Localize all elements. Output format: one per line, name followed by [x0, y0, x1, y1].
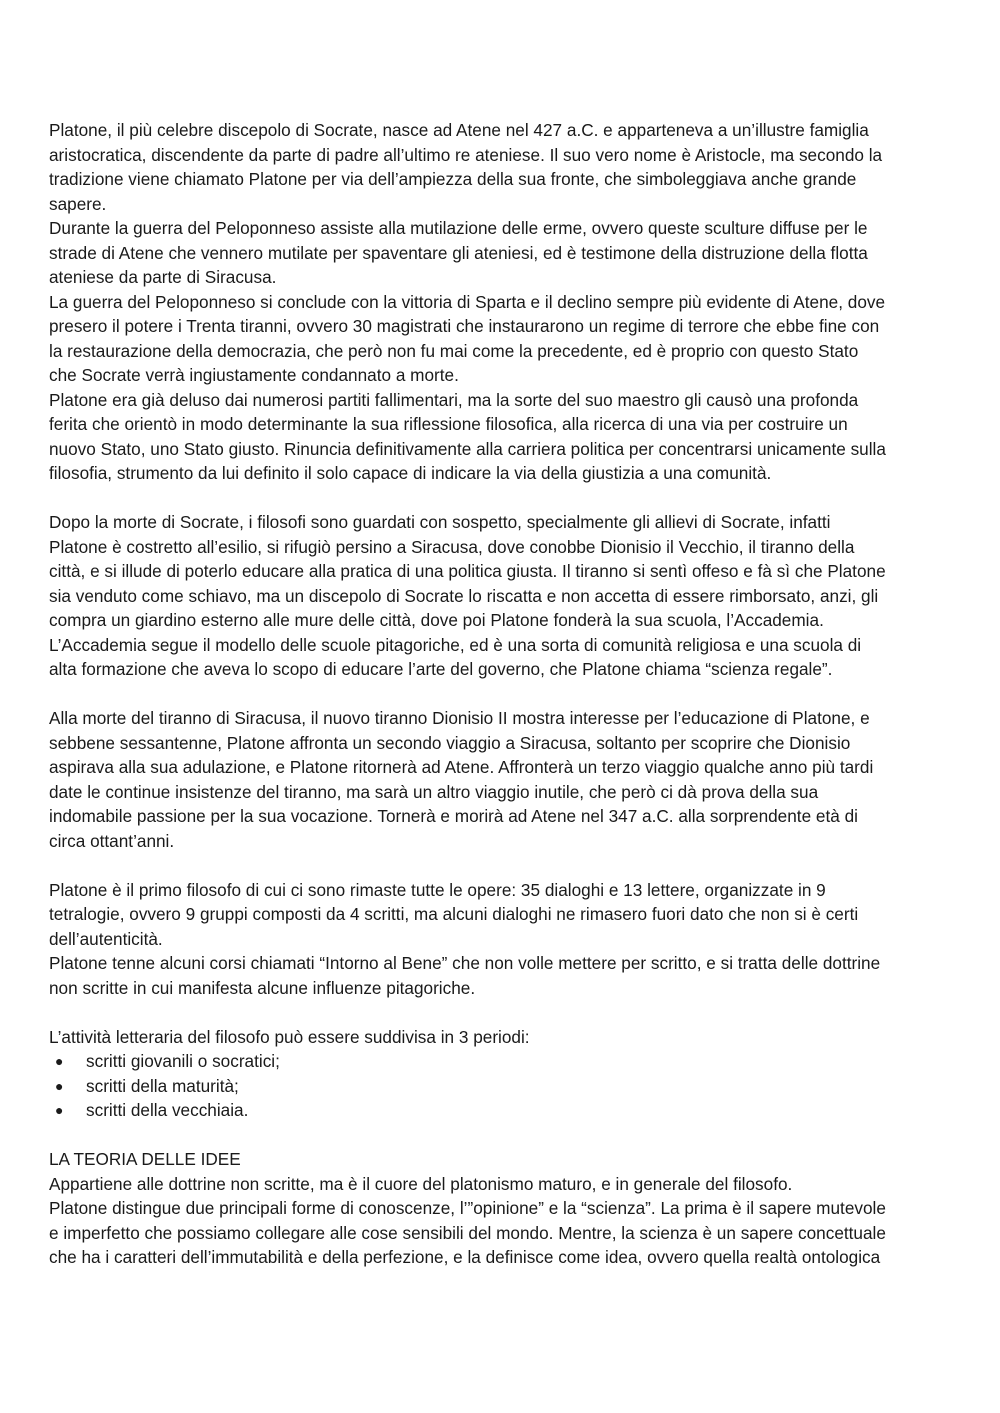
text-line: Platone è il primo filosofo di cui ci sono rimaste tutte le opere: 35 dialoghi e 13 lettere, organizzate in 9 — [49, 879, 826, 900]
paragraph-1 — [49, 118, 954, 216]
text-line: sapere. — [49, 193, 107, 214]
paragraph-7 — [49, 706, 954, 853]
text-line: alta formazione che aveva lo scopo di educare l’arte del governo, che Platone chiama “scienza regale”. — [49, 659, 833, 679]
paragraph-gap — [49, 682, 954, 707]
text-line: ferita che orientò in modo determinante la sua riflessione filosofica, alla ricerca di una via per costruire un — [49, 414, 848, 434]
list-item-text: scritti giovanili o socratici; — [86, 1051, 280, 1071]
text-line: L’Accademia segue il modello delle scuole pitagoriche, ed è una sorta di comunità religiosa e una scuola di — [49, 634, 862, 655]
section-heading: LA TEORIA DELLE IDEE — [49, 1149, 241, 1169]
text-line: non scritte in cui manifesta alcune influenze pitagoriche. — [49, 977, 476, 998]
text-line: Platone tenne alcuni corsi chiamati “Intorno al Bene” che non volle mettere per scritto, e si tratta delle dottrine — [49, 953, 881, 973]
paragraph-9 — [49, 951, 954, 1000]
text-line: la restaurazione della democrazia, che però non fu mai come la precedente, ed è proprio con questo Stato — [49, 340, 859, 361]
text-line: Platone era già deluso dai numerosi partiti fallimentari, ma la sorte del suo maestro gli causò una profonda — [49, 389, 859, 410]
text-line: Platone è costretto all’esilio, si rifugiò persino a Siracusa, dove conobbe Dionisio il Vecchio, il tiranno della — [49, 536, 855, 557]
text-line: filosofia, strumento da lui definito il solo capace di indicare la via della giustizia a una comunità. — [49, 463, 772, 483]
text-line: aspirava alla sua adulazione, e Platone ritornerà ad Atene. Affronterà un terzo viaggio qualche anno più tardi — [49, 757, 874, 777]
text-line: nuovo Stato, uno Stato giusto. Rinuncia definitivamente alla carriera politica per concentrarsi unicamente sulla — [49, 438, 886, 459]
text-line: L’attività letteraria del filosofo può essere suddivisa in 3 periodi: — [49, 1026, 530, 1047]
list-item — [49, 1074, 954, 1099]
text-line: date le continue insistenze del tiranno, ma sarà un altro viaggio inutile, che però ci dà prova della sua — [49, 781, 819, 802]
paragraph-gap — [49, 1123, 954, 1148]
period-list — [49, 1049, 954, 1123]
text-line: e imperfetto che possiamo collegare alle cose sensibili del mondo. Mentre, la scienza è un sapere concettuale — [49, 1222, 886, 1243]
text-line: sebbene sessantenne, Platone affronta un secondo viaggio a Siracusa, soltanto per scoprire che Dionisio — [49, 732, 851, 753]
bullet-icon: ● — [55, 1077, 64, 1094]
document-page — [49, 118, 954, 1270]
paragraph-11 — [49, 1172, 954, 1197]
text-line: indomabile passione per la sua vocazione. Tornerà e morirà ad Atene nel 347 a.C. alla sorprendente età di — [49, 806, 858, 826]
paragraph-gap — [49, 486, 954, 511]
text-line: compra un giardino esterno alle mure delle città, dove poi Platone fonderà la sua scuola, l’Accademia. — [49, 610, 824, 630]
text-line: tetralogie, ovvero 9 gruppi composti da 4 scritti, ma alcuni dialoghi ne rimasero fuori dato che non si è certi — [49, 904, 859, 924]
text-line: presero il potere i Trenta tiranni, ovvero 30 magistrati che instaurarono un regime di terrore che ebbe fine con — [49, 316, 880, 336]
text-line: città, e si illude di poterlo educare alla pratica di una politica giusta. Il tiranno si sentì offeso e fà sì che Platone — [49, 561, 886, 581]
text-line: ateniese da parte di Siracusa. — [49, 267, 277, 287]
paragraph-gap — [49, 853, 954, 878]
list-item-text: scritti della maturità; — [86, 1075, 239, 1096]
list-item — [49, 1049, 954, 1074]
paragraph-10 — [49, 1025, 954, 1050]
text-line: che ha i caratteri dell’immutabilità e della perfezione, e la definisce come idea, ovvero quella realtà ontologica — [49, 1247, 881, 1267]
text-line: circa ottant’anni. — [49, 830, 175, 851]
text-line: Platone distingue due principali forme di conoscenze, l’”opinione” e la “scienza”. La prima è il sapere mutevole — [49, 1198, 886, 1218]
bullet-icon: ● — [55, 1053, 64, 1069]
text-line: Platone, il più celebre discepolo di Socrate, nasce ad Atene nel 427 a.C. e apparteneva a un’illustre famiglia — [49, 120, 869, 140]
text-line: La guerra del Peloponneso si conclude con la vittoria di Sparta e il declino sempre più evidente di Atene, dove — [49, 291, 886, 312]
text-line: tradizione viene chiamato Platone per via dell’ampiezza della sua fronte, che simboleggiava anche grande — [49, 169, 857, 189]
paragraph-6 — [49, 633, 954, 682]
text-line: Appartiene alle dottrine non scritte, ma è il cuore del platonismo maturo, e in generale del filosofo. — [49, 1173, 793, 1194]
text-line: aristocratica, discendente da parte di padre all’ultimo re ateniese. Il suo vero nome è Aristocle, ma secondo la — [49, 144, 883, 165]
text-line: Dopo la morte di Socrate, i filosofi sono guardati con sospetto, specialmente gli allievi di Socrate, infatti — [49, 512, 831, 532]
paragraph-8 — [49, 878, 954, 952]
text-line: Durante la guerra del Peloponneso assiste alla mutilazione delle erme, ovvero queste sculture diffuse per le — [49, 218, 868, 238]
text-line: dell’autenticità. — [49, 928, 163, 949]
text-line: strade di Atene che vennero mutilate per spaventare gli ateniesi, ed è testimone della distruzione della flotta — [49, 242, 868, 263]
bullet-icon: ● — [55, 1102, 64, 1118]
paragraph-12 — [49, 1196, 954, 1270]
text-line: che Socrate verrà ingiustamente condannato a morte. — [49, 365, 459, 385]
paragraph-2 — [49, 216, 954, 290]
list-item — [49, 1098, 954, 1123]
list-item-text: scritti della vecchiaia. — [86, 1100, 249, 1120]
paragraph-gap — [49, 1000, 954, 1025]
text-line: sia venduto come schiavo, ma un discepolo di Socrate lo riscatta e non accetta di essere rimborsato, anzi, gli — [49, 585, 879, 606]
text-line: Alla morte del tiranno di Siracusa, il nuovo tiranno Dionisio II mostra interesse per l’educazione di Platone, e — [49, 708, 870, 728]
paragraph-5 — [49, 510, 954, 633]
paragraph-3 — [49, 290, 954, 388]
paragraph-4 — [49, 388, 954, 486]
